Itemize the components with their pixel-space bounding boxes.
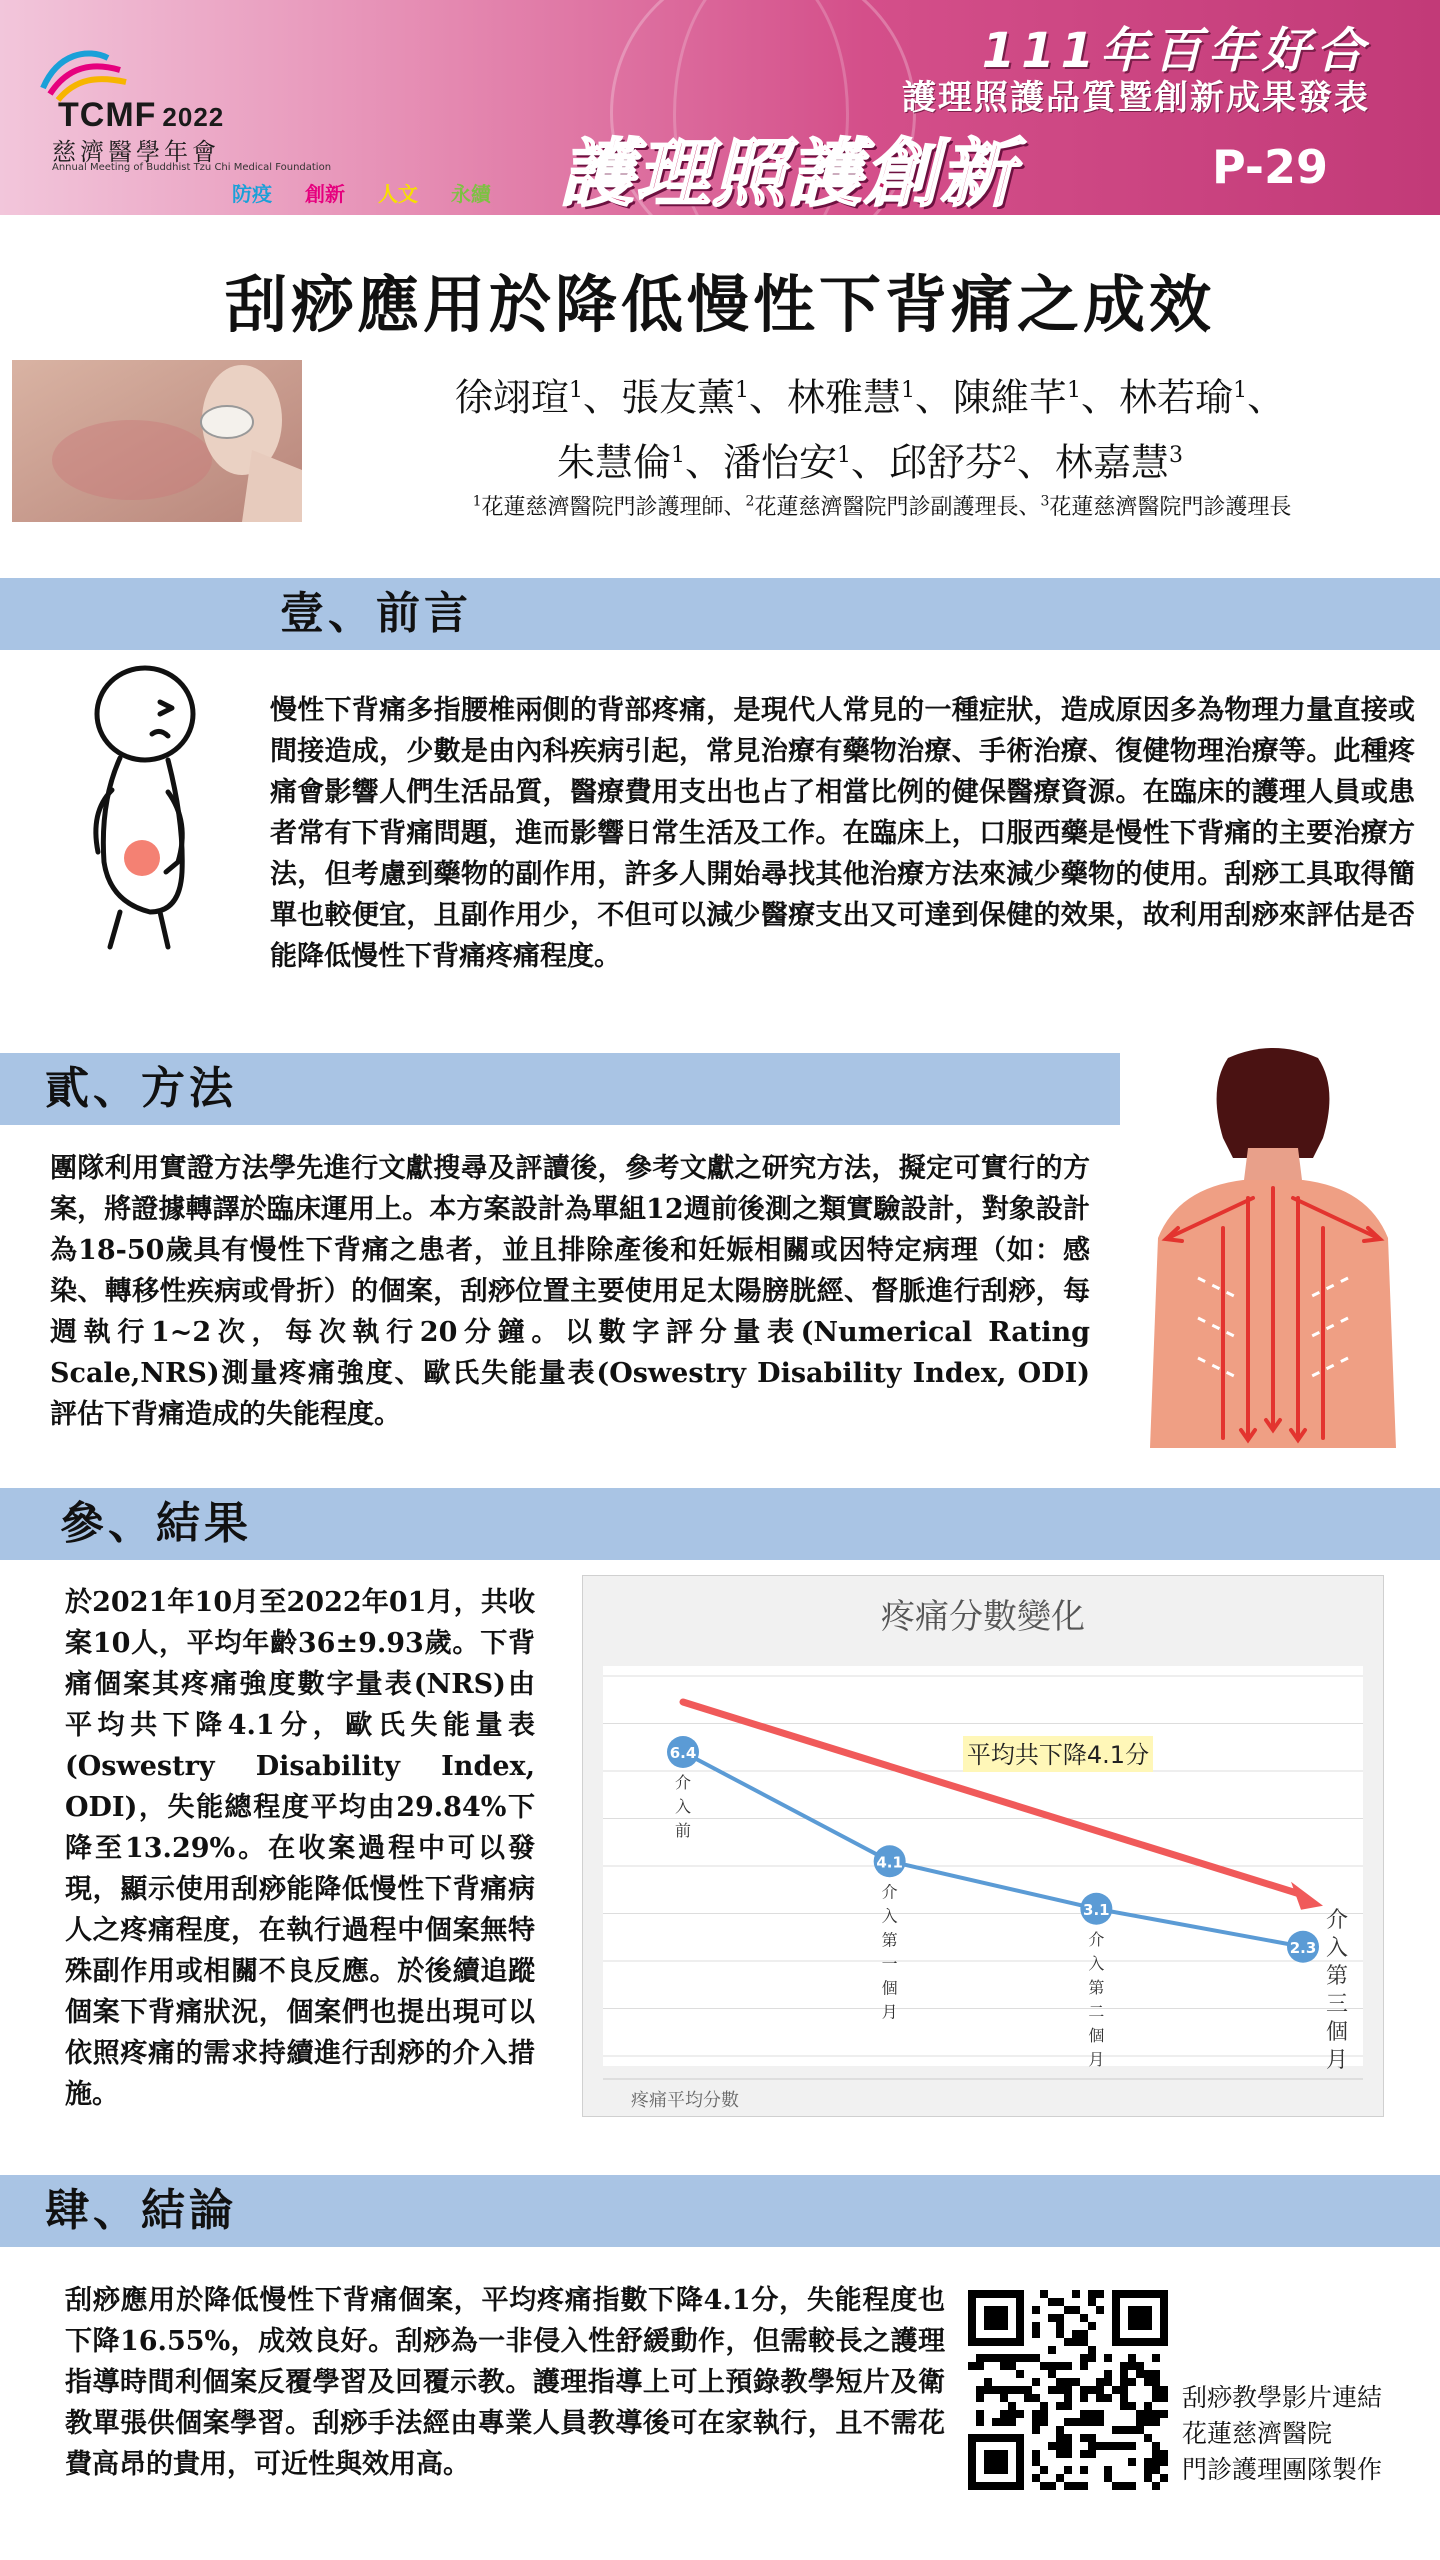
author-sup: 1 xyxy=(836,442,851,468)
banner-title-category: 護理照護創新 xyxy=(560,131,1016,215)
author-name: 林雅慧 xyxy=(786,375,901,420)
section-title: 貳、方法 xyxy=(45,1063,237,1114)
back-pain-figure-icon xyxy=(60,662,210,952)
method-text: 團隊利用實證方法學先進行文獻搜尋及評讀後，參考文獻之研究方法，擬定可實行的方案，將證據轉譯於臨床運用上。本方案設計為單組12週前後測之類實驗設計，對象設計為18-50歲具有慢性下背痛之患者，並且排除產後和妊娠相關或因特定病理（如：感染、轉移性疾病或骨折）的個案，刮痧位置主要使用足太陽膀胱經、督脈進行刮痧，每週執行1~2次，每次執行20分鐘。以數字評分量表(Numerical Rating Scale,NRS)測量疼痛強度、歐氏失能量表(Oswestry Disability Index, ODI) 評估下背痛造成的失能程度。 xyxy=(50,1153,1090,1430)
affil-text: 花蓮慈濟醫院門診護理師 xyxy=(481,495,724,520)
author-sup: 1 xyxy=(670,442,685,468)
affil-text: 花蓮慈濟醫院門診護理長 xyxy=(1049,495,1292,520)
chart-canvas xyxy=(583,1576,1383,2116)
results-text: 於2021年10月至2022年01月，共收案10人，平均年齡36±9.93歲。下背痛個案其疼痛強度數字量表(NRS)由平均共下降4.1分，歐氏失能量表(Oswestry Disability Index, ODI)，失能總程度平均由29.84%下降至13.29%。在收案過程中可以發現，顯示使用刮痧能降低慢性下背痛病人之疼痛程度，在執行過程中個案無特殊副作用或相關不良反應。於後續追蹤個案下背痛狀況，個案們也提出現可以依照疼痛的需求持續進行刮痧的介入措施。 xyxy=(65,1587,535,2110)
org-name: 慈濟醫學年會 xyxy=(52,138,220,166)
header-banner xyxy=(0,0,1440,215)
section-header-results xyxy=(0,1488,1440,1560)
author-sup: 1 xyxy=(901,378,915,403)
author-name: 邱舒芬 xyxy=(889,440,1004,485)
section-header-method xyxy=(0,1053,1120,1125)
author-sup: 1 xyxy=(734,378,749,403)
theme-tags xyxy=(232,178,517,207)
author-name: 朱慧倫 xyxy=(556,440,671,485)
affiliations: $^1$花蓮慈濟醫院門診護理師、$^2$花蓮慈濟醫院門診副護理長、$^3$花蓮慈濟醫院門診護理長 xyxy=(472,493,1292,520)
affil-text: 花蓮慈濟醫院門診副護理長 xyxy=(754,495,1019,520)
affil-sup: 2 xyxy=(745,493,755,510)
intro-text: 慢性下背痛多指腰椎兩側的背部疼痛，是現代人常見的一種症狀，造成原因多為物理力量直接或間接造成，少數是由內科疾病引起，常見治療有藥物治療、手術治療、復健物理治療等。此種疼痛會影響人們生活品質，醫療費用支出也占了相當比例的健保醫療資源。在臨床的護理人員或患者常有下背痛問題，進而影響日常生活及工作。在臨床上，口服西藥是慢性下背痛的主要治療方法，但考慮到藥物的副作用，許多人開始尋找其他治療方法來減少藥物的使用。刮痧工具取得簡單也較便宜，且副作用少，不但可以減少醫療支出又可達到保健的效果，故利用刮痧來評估是否能降低慢性下背痛疼痛程度。 xyxy=(270,695,1415,972)
annotation-label: 平均共下降4.1分 xyxy=(966,1741,1150,1769)
category-label: 介入第三個月 xyxy=(1325,1907,1349,2073)
tag: 人文 xyxy=(377,182,418,206)
qr-code-icon[interactable] xyxy=(968,2290,1168,2490)
banner-title-event: 護理照護品質暨創新成果發表 xyxy=(902,78,1370,118)
chart-legend: 疼痛平均分數 xyxy=(631,2090,739,2111)
conclusion-text: 刮痧應用於降低慢性下背痛個案，平均疼痛指數下降4.1分，失能程度也下降16.55%，成效良好。刮痧為一非侵入性舒緩動作，但需較長之護理指導時間利個案反覆學習及回覆示教。護理指導上可上預錄教學短片及衛教單張供個案學習。刮痧手法經由專業人員教導後可在家執行，且不需花費高昂的貴用，可近性與效用高。 xyxy=(65,2285,945,2480)
author-name: 陳維芊 xyxy=(953,375,1068,420)
author-sup: 2 xyxy=(1003,442,1018,468)
data-label: 2.3 xyxy=(1289,1938,1317,1957)
pain-score-chart xyxy=(582,1575,1384,2117)
category-label: 介入前 xyxy=(674,1773,692,1840)
chart-title: 疼痛分數變化 xyxy=(881,1597,1085,1637)
qr-caption xyxy=(1182,2380,1382,2488)
category-label: 介入第二個月 xyxy=(1088,1929,1105,2069)
org-name-en: Annual Meeting of Buddhist Tzu Chi Medical Foundation xyxy=(52,162,332,173)
author-name: 張友薰 xyxy=(620,375,735,420)
author-line-1: 徐翊瑄$^1$、張友薰$^1$、林雅慧$^1$、陳維芊$^1$、林若瑜$^1$、 xyxy=(454,375,1286,420)
org-abbr: TCMF 2022 xyxy=(58,96,225,134)
author-name: 林若瑜 xyxy=(1119,375,1234,420)
author-sup: 1 xyxy=(1067,378,1082,403)
author-name: 徐翊瑄 xyxy=(454,375,569,420)
section-title: 壹、前言 xyxy=(280,588,472,639)
gua-sha-photo xyxy=(12,360,302,522)
section-header-intro xyxy=(0,578,1440,650)
author-name: 林嘉慧 xyxy=(1055,440,1170,485)
author-name: 潘怡安 xyxy=(722,440,837,485)
section-title: 肆、結論 xyxy=(45,2185,237,2236)
author-sup: 3 xyxy=(1169,442,1184,468)
author-line-2: 朱慧倫$^1$、潘怡安$^1$、邱舒芬$^2$、林嘉慧$^3$ xyxy=(556,440,1184,485)
poster-code: P-29 xyxy=(1212,140,1329,194)
qr-caption-line: 花蓮慈濟醫院 xyxy=(1182,2419,1333,2448)
data-label: 3.1 xyxy=(1083,1900,1110,1919)
section-header-conclusion xyxy=(0,2175,1440,2247)
author-sup: 1 xyxy=(1233,378,1248,403)
section-title: 參、結果 xyxy=(60,1498,252,1549)
banner-title-year: 111年百年好合 xyxy=(981,23,1370,79)
qr-caption-line: 刮痧教學影片連結 xyxy=(1182,2383,1383,2412)
tag: 防疫 xyxy=(232,182,272,206)
affil-sup: 1 xyxy=(472,493,482,510)
data-label: 4.1 xyxy=(876,1853,903,1872)
qr-caption-line: 門診護理團隊製作 xyxy=(1182,2455,1383,2484)
data-label: 6.4 xyxy=(669,1744,697,1762)
tag: 創新 xyxy=(304,182,345,206)
poster-title: 刮痧應用於降低慢性下背痛之成效 xyxy=(224,268,1215,341)
author-sup: 1 xyxy=(568,378,583,403)
tag: 永續 xyxy=(450,182,491,206)
back-meridian-diagram-icon xyxy=(1138,1048,1408,1448)
affil-sup: 3 xyxy=(1040,493,1050,510)
author-list xyxy=(320,362,1420,491)
category-label: 介入第一個月 xyxy=(881,1882,898,2022)
